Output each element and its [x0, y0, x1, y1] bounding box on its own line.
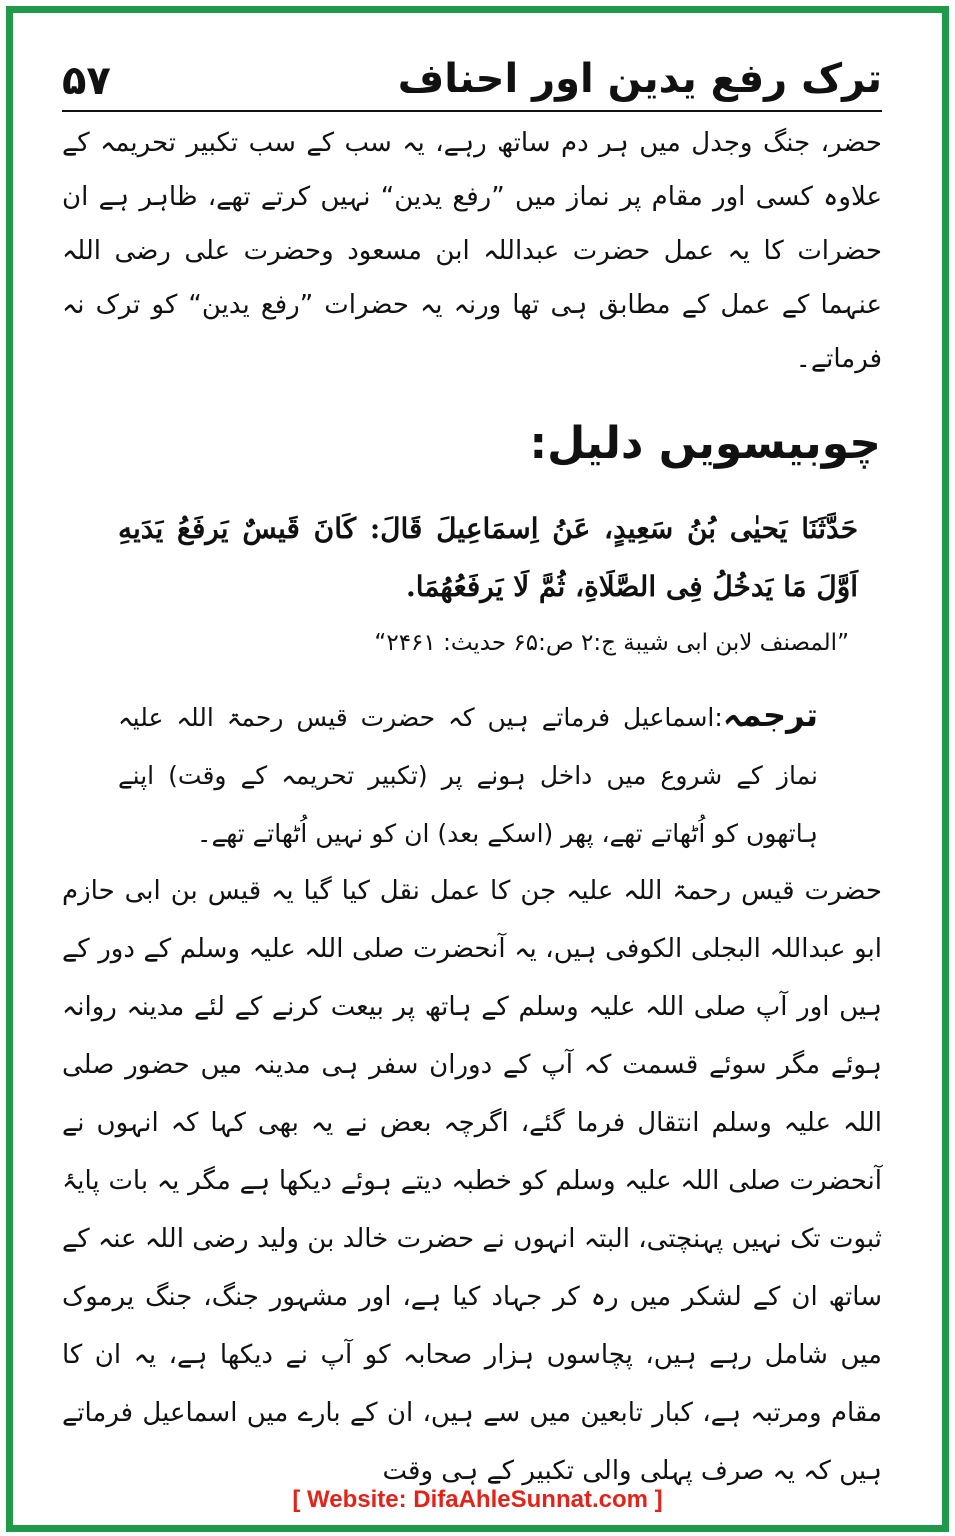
hadith-reference: ”المصنف لابن ابی شیبة ج:۲ ص:۶۵ حدیث: ۲۴۶۱“ — [374, 630, 849, 656]
running-title: ترک رفع یدین اور احناف — [397, 56, 882, 102]
translation-block — [118, 686, 818, 863]
biography-paragraph: حضرت قیس رحمۃ اللہ علیہ جن کا عمل نقل کیا گیا یہ قیس بن ابی حازم ابو عبداللہ البجلی الکوفی ہیں، یہ آنحضرت صلی اللہ علیہ وسلم کے دور کے ہیں اور آپ صلی اللہ علیہ وسلم کے ہاتھ پر بیعت کرنے کے لئے مدینہ روانہ ہوئے مگر سوئے قسمت کہ آپ کے دوران سفر ہی مدینہ میں حضور صلی اللہ علیہ وسلم انتقال فرما گئے، اگرچہ بعض نے یہ بھی کہا کہ انہوں نے آنحضرت صلی اللہ علیہ وسلم کو خطبہ دیتے ہوئے دیکھا ہے مگر یہ بات پایۂ ثبوت تک نہیں پہنچتی، البتہ انہوں نے حضرت خالد بن ولید رضی اللہ عنہ کے ساتھ ان کے لشکر میں رہ کر جہاد کیا ہے، اور مشہور جنگ، جنگ یرموک میں شامل رہے ہیں، پچاسوں ہزار صحابہ کو آپ نے دیکھا ہے، یہ ان کا مقام ومرتبہ ہے، کبار تابعین میں سے ہیں، ان کے بارے میں اسماعیل فرماتے ہیں کہ یہ صرف پہلی والی تکبیر کے ہی وقت — [62, 876, 882, 1486]
page-number: ۵۷ — [62, 58, 111, 104]
translation-text: :اسماعیل فرماتے ہیں کہ حضرت قیس رحمۃ اللہ علیہ نماز کے شروع میں داخل ہونے پر (تکبیر تحریمہ کے وقت) اپنے ہاتھوں کو اُٹھاتے تھے، پھر (اسکے بعد) ان کو نہیں اُٹھاتے تھے۔ — [118, 703, 818, 848]
page-header — [62, 54, 882, 112]
arabic-hadith-text: حَدَّثَنَا یَحیٰی بُنُ سَعِیدٍ، عَنُ اِسمَاعِیلَ قَالَ: کَانَ قَیسٌ یَرفَعُ یَدَیهِ اَوَّلَ مَا یَدخُلُ فِی الصَّلَاةِ، ثُمَّ لَا یَرفَعُهُمَا. — [118, 512, 858, 603]
intro-paragraph: حضر، جنگ وجدل میں ہر دم ساتھ رہے، یہ سب کے سب تکبیر تحریمہ کے علاوہ کسی اور مقام پر نماز میں ”رفع یدین“ نہیں کرتے تھے، ظاہر ہے ان حضرات کا یہ عمل حضرت عبداللہ ابن مسعود وحضرت علی رضی اللہ عنہما کے عمل کے مطابق ہی تھا ورنہ یہ حضرات ”رفع یدین“ کو ترک نہ فرماتے۔ — [62, 128, 882, 374]
website-footer: [ Website: DifaAhleSunnat.com ] — [292, 1486, 663, 1513]
translation-label: ترجمہ — [722, 696, 818, 734]
section-heading: چوبیسویں دلیل: — [529, 418, 881, 469]
